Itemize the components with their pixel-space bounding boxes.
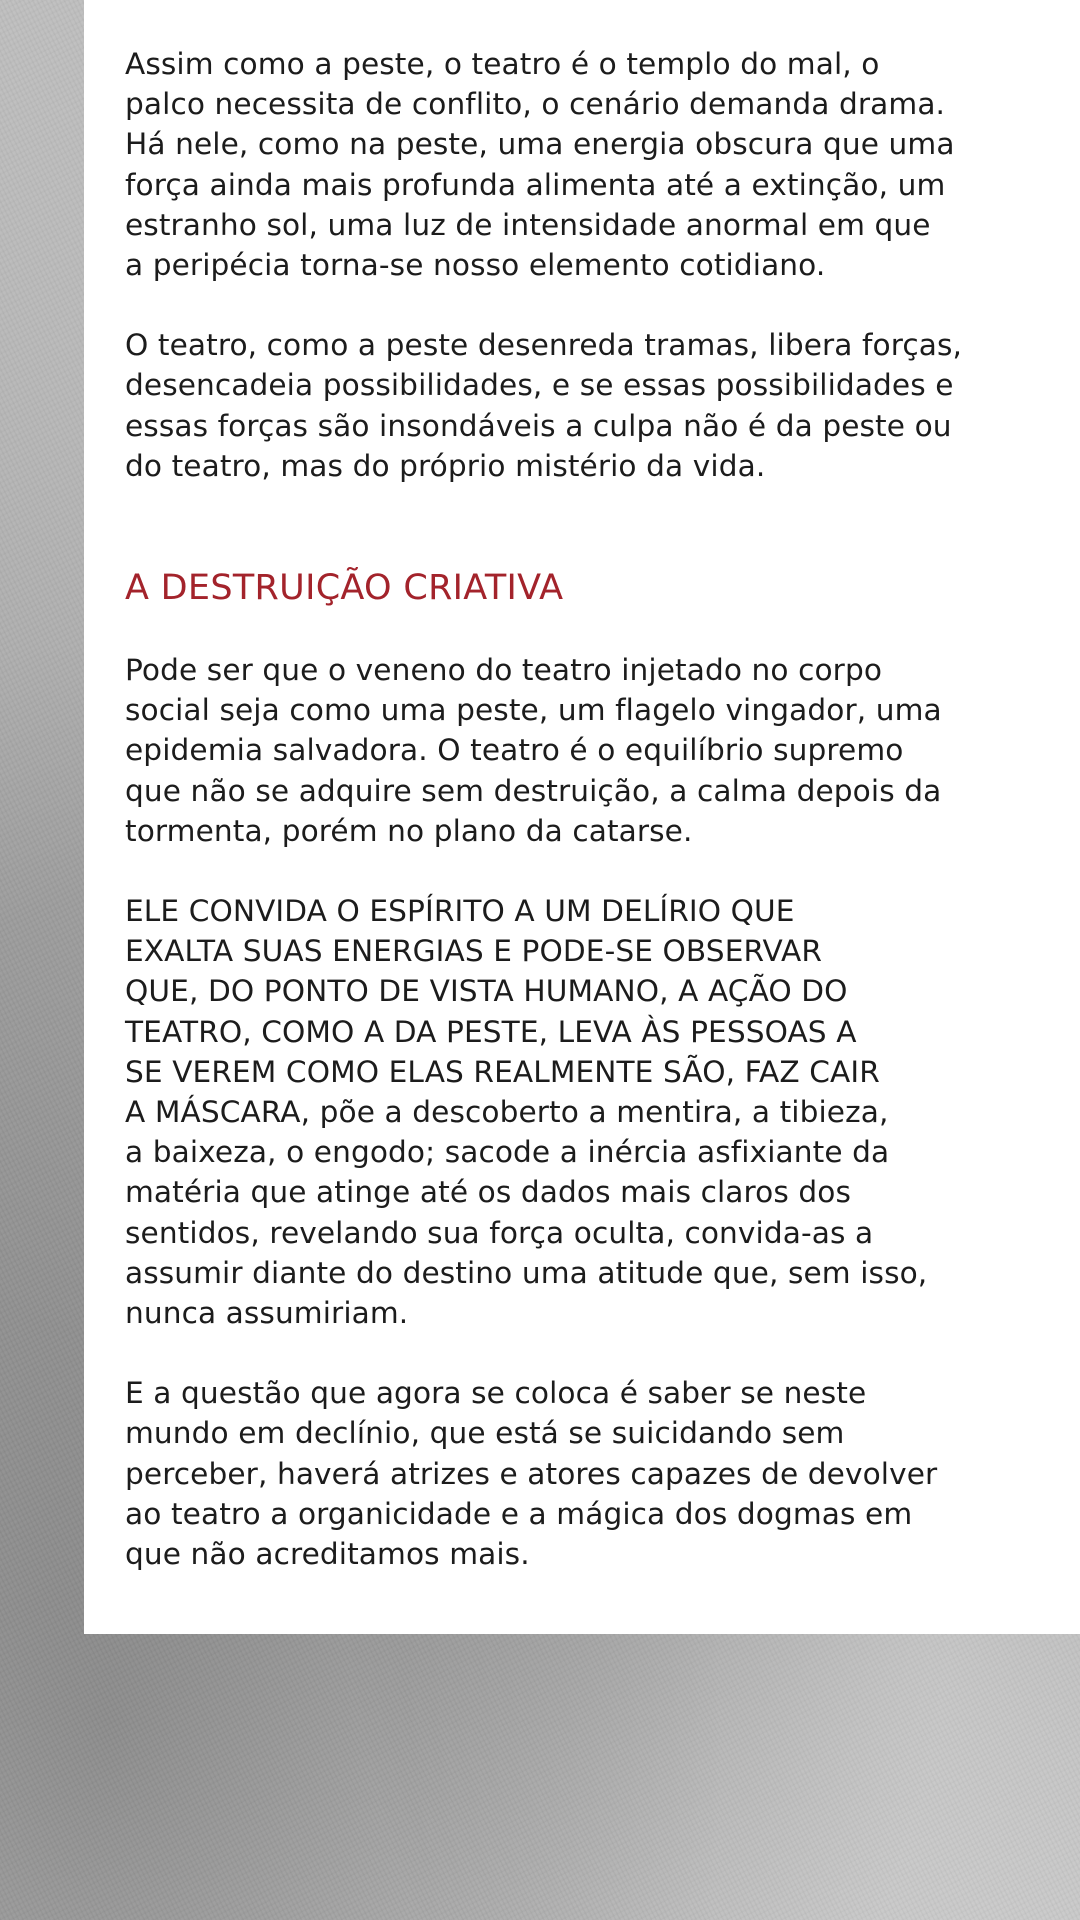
text-card	[84, 0, 1080, 1634]
paragraph-3: Pode ser que o veneno do teatro injetado no corpo social seja como uma peste, um flagelo vingador, uma epidemia salvadora. O teatro é o equilíbrio supremo que não se adquire sem destruição, a calma depois da tormenta, porém no plano da catarse.	[125, 653, 942, 848]
paragraph-1: Assim como a peste, o teatro é o templo do mal, o palco necessita de conflito, o cenário demanda drama. Há nele, como na peste, uma energia obscura que uma força ainda mais profunda alimenta até a extinção, um estranho sol, uma luz de intensidade anormal em que a peripécia torna-se nosso elemento cotidiano.	[125, 47, 955, 283]
section-heading: A DESTRUIÇÃO CRIATIVA	[125, 568, 564, 609]
paragraph-4: ELE CONVIDA O ESPÍRITO A UM DELÍRIO QUE EXALTA SUAS ENERGIAS E PODE-SE OBSERVAR QUE, DO PONTO DE VISTA HUMANO, A AÇÃO DO TEATRO, COMO A DA PESTE, LEVA ÀS PESSOAS A SE VEREM COMO ELAS REALMENTE SÃO, FAZ CAIR A MÁSCARA, põe a descoberto a mentira, a tibieza, a baixeza, o engodo; sacode a inércia asfixiante da matéria que atinge até os dados mais claros dos sentidos, revelando sua força oculta, convida-as a assumir diante do destino uma atitude que, sem isso, nunca assumiriam.	[125, 894, 928, 1331]
paragraph-2: O teatro, como a peste desenreda tramas, libera forças, desencadeia possibilidades, e se essas possibilidades e essas forças são insondáveis a culpa não é da peste ou do teatro, mas do próprio mistério da vida.	[125, 328, 963, 483]
paragraph-5: E a questão que agora se coloca é saber se neste mundo em declínio, que está se suicidando sem perceber, haverá atrizes e atores capazes de devolver ao teatro a organicidade e a mágica dos dogmas em que não acreditamos mais.	[125, 1376, 938, 1572]
